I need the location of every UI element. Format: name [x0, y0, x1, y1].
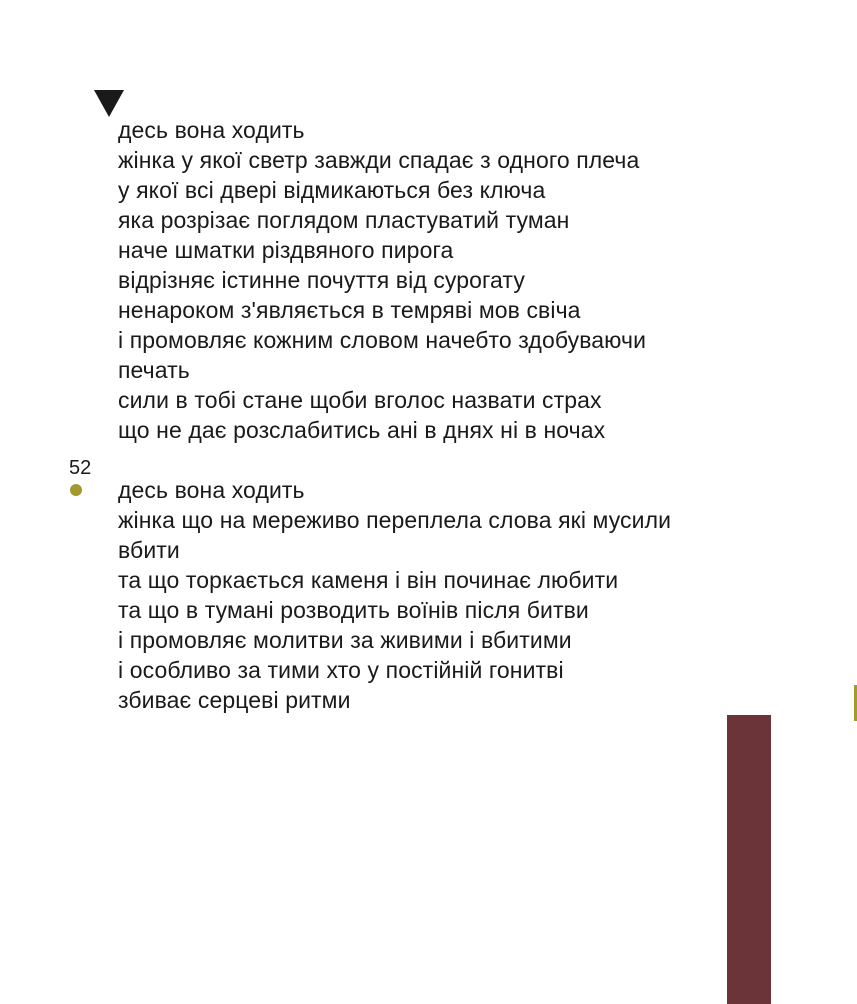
- poem: [118, 115, 718, 715]
- poem-line: десь вона ходить: [118, 117, 305, 143]
- poem-line: та що торкається каменя і він починає любити: [118, 567, 619, 593]
- poem-line: жінка у якої светр завжди спадає з одного плеча: [118, 147, 640, 173]
- triangle-down-icon: [94, 90, 124, 117]
- poem-line: і особливо за тими хто у постійній гонитві: [118, 657, 564, 683]
- poem-line: збиває серцеві ритми: [118, 687, 351, 713]
- poem-line: ненароком з'являється в темряві мов свіча: [118, 297, 581, 323]
- poem-line: що не дає розслабитись ані в днях ні в ночах: [118, 417, 606, 443]
- poem-line: у якої всі двері відмикаються без ключа: [118, 177, 546, 203]
- poem-line: десь вона ходить: [118, 477, 305, 503]
- poem-line: яка розрізає поглядом пластуватий туман: [118, 207, 570, 233]
- stanza-2: [118, 475, 718, 715]
- poem-line: жінка що на мереживо переплела слова які мусили вбити: [118, 507, 672, 563]
- poem-line: та що в тумані розводить воїнів після битви: [118, 597, 589, 623]
- decorative-side-bar: [727, 715, 771, 1004]
- poem-line: сили в тобі стане щоби вголос назвати страх: [118, 387, 602, 413]
- poem-line: і промовляє молитви за живими і вбитими: [118, 627, 572, 653]
- stanza-1: [118, 115, 718, 445]
- poem-line: і промовляє кожним словом начебто здобуваючи печать: [118, 327, 647, 383]
- poem-line: відрізняє істинне почуття від сурогату: [118, 267, 525, 293]
- poem-line: наче шматки різдвяного пирога: [118, 237, 454, 263]
- page-dot-icon: [70, 484, 82, 496]
- page-number: 52: [69, 457, 92, 479]
